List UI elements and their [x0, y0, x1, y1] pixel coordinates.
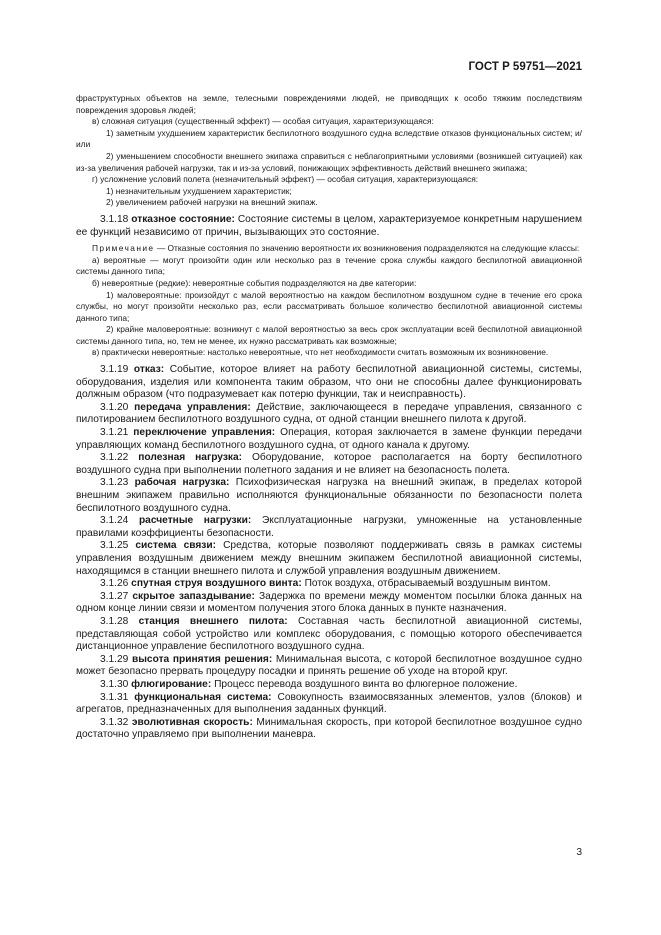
term-name: отказ: [133, 364, 165, 376]
term-text: Процесс перевода воздушного винта во флюгерное положение. [214, 678, 518, 690]
term-definition [76, 717, 582, 742]
term-number: 3.1.28 [100, 615, 129, 627]
term-number: 3.1.21 [100, 427, 129, 439]
note-item: в) практически невероятные: настолько невероятные, что нет необходимости считать возможным их возникновение. [92, 347, 549, 358]
term-name: высота принятия решения: [131, 653, 273, 665]
term-definition [76, 616, 582, 654]
term-name: эволютивная скорость: [131, 716, 253, 728]
term-text: Совокупность взаимосвязанных элементов, узлов (блоков) и агрегатов, предназначенных для выполнения заданных функций. [76, 691, 582, 716]
term-text: Минимальная высота, с которой беспилотное воздушное судно может безопасно прервать процедуру посадки и принять решение об уходе на второй круг. [76, 653, 582, 678]
list-item: г) усложнение условий полета (незначительный эффект) — особая ситуация, характеризующаяся: [92, 174, 479, 185]
list-item: в) сложная ситуация (существенный эффект) — особая ситуация, характеризующаяся: [92, 116, 434, 127]
term-text: Психофизическая нагрузка на внешний экипаж, в пределах которой внешним экипажем правильно исполняются функциональные обязанности по безопасности полета беспилотного воздушного судна. [76, 477, 582, 514]
note-item: 1) маловероятные: произойдут с малой вероятностью на каждом беспилотном воздушном судне в течение его срока службы, но могут произойти несколько раз, если рассматривать большое количество беспилотной авиационной системы данного типа; [76, 289, 582, 323]
term-text: Составная часть беспилотной авиационной системы, представляющая собой устройство или комплекс оборудования, с помощью которого обеспечивается дистанционное управление беспилотного воздушного судна. [76, 615, 582, 653]
term-number: 3.1.23 [100, 477, 129, 489]
term-number: 3.1.29 [100, 653, 129, 665]
term-number: 3.1.31 [100, 691, 129, 703]
page-content [76, 93, 582, 742]
term-text: Оборудование, которое располагается на борту беспилотного воздушного судна при выполнении полетного задания и не влияет на безопасность полета. [76, 452, 582, 476]
list-item: 2) уменьшением способности внешнего экипажа справиться с неблагоприятными условиями (возникшей ситуацией) как из-за увеличения рабочей нагрузки, так и из-за условий, понижающих эффективность действий внешнего экипажа; [76, 150, 582, 173]
term-definition [76, 540, 582, 578]
term-name: расчетные нагрузки: [138, 515, 252, 527]
term-definition [76, 427, 582, 452]
term-definition [76, 452, 582, 477]
term-name: рабочая нагрузка: [134, 477, 230, 489]
note-label: Примечание [92, 243, 155, 254]
term-number: 3.1.24 [100, 515, 129, 527]
term-text: Эксплуатационные нагрузки, умноженные на установленные правилами коэффициенты безопасности. [76, 515, 582, 539]
term-definition [76, 692, 582, 717]
term-name: переключение управления: [133, 427, 276, 439]
term-name: спутная струя воздушного винта: [131, 578, 302, 590]
term-definition [76, 402, 582, 427]
term-definition [76, 679, 582, 692]
note-item: а) вероятные — могут произойти один или несколько раз в течение срока службы каждого беспилотной авиационной системы данного типа; [76, 254, 582, 277]
term-definition [76, 578, 582, 591]
term-number: 3.1.30 [100, 678, 129, 690]
term-number: 3.1.25 [100, 540, 129, 552]
term-name: передача управления: [134, 401, 251, 413]
term-name: полезная нагрузка: [138, 452, 243, 464]
term-name: флюгирование: [131, 678, 212, 690]
term-number: 3.1.19 [100, 364, 129, 376]
term-text: Событие, которое влияет на работу беспилотной авиационной системы, системы, оборудования, изделия или компонента таким образом, что они не способны далее функционировать должным образом (что подразумевает как потерю функции, так и неисправность). [76, 364, 582, 401]
term-text: Задержка по времени между моментом посылки блока данных на одном конце линии связи и моментом получения этого блока данных в пункте назначения. [76, 590, 582, 615]
term-number: 3.1.18 [100, 213, 129, 225]
terms-list [76, 364, 582, 742]
term-definition [76, 591, 582, 616]
term-text: Средства, которые позволяют поддерживать связь в рамках системы управления воздушным движением между внешним экипажем беспилотной авиационной системы, находящимся в станции внешнего пилота и службой управления воздушным движением. [76, 540, 582, 577]
term-text: Минимальная скорость, при которой беспилотное воздушное судно достаточно управляемо при выполнении маневра. [76, 716, 582, 741]
term-name: система связи: [135, 540, 217, 552]
list-item: 1) заметным ухудшением характеристик беспилотного воздушного судна вследствие отказов функциональных систем; и/или [76, 127, 582, 150]
term-name: станция внешнего пилота: [138, 615, 288, 627]
term-number: 3.1.32 [100, 716, 129, 728]
list-item: 2) увеличением рабочей нагрузки на внешний экипаж. [106, 197, 318, 208]
term-definition [76, 214, 582, 239]
note-text: — Отказные состояния по значению вероятности их возникновения подразделяются на следующие классы: [156, 243, 580, 254]
term-number: 3.1.26 [100, 578, 129, 590]
term-definition [76, 477, 582, 515]
term-definition [76, 515, 582, 540]
term-number: 3.1.20 [100, 401, 129, 413]
term-text: Операция, которая заключается в замене функции передачи управляющих команд беспилотного воздушного судна, от одного канала к другому. [76, 427, 582, 451]
term-definition [76, 364, 582, 402]
term-number: 3.1.22 [100, 452, 129, 464]
page-number: 3 [576, 847, 582, 858]
term-text: Действие, заключающееся в передаче управления, связанного с пилотированием беспилотного воздушного судна, от одной станции внешнего пилота к другой. [76, 401, 582, 426]
note [76, 243, 582, 255]
term-number: 3.1.27 [100, 590, 129, 602]
term-text: Поток воздуха, отбрасываемый воздушным винтом. [304, 578, 551, 590]
note-item: б) невероятные (редкие): невероятные события подразделяются на две категории: [92, 277, 417, 288]
list-item: 1) незначительным ухудшением характеристик; [106, 185, 292, 196]
term-name: функциональная система: [134, 691, 272, 703]
term-text: Состояние системы в целом, характеризуемое конкретным нарушением ее функций независимо от причин, вызывающих это состояние. [76, 213, 582, 238]
paragraph-continuation: фраструктурных объектов на земле, телесными повреждениями людей, не приводящих к особо тяжким последствиям повреждения здоровья людей; [76, 93, 582, 115]
standard-header: ГОСТ Р 59751—2021 [468, 61, 582, 73]
term-definition [76, 654, 582, 679]
term-name: скрытое запаздывание: [132, 590, 255, 602]
note-item: 2) крайне маловероятные: возникнут с малой вероятностью за весь срок эксплуатации всей беспилотной авиационной системы данного типа, но, тем не менее, их нужно рассматривать как возможные; [76, 324, 582, 346]
term-name: отказное состояние: [131, 213, 235, 225]
